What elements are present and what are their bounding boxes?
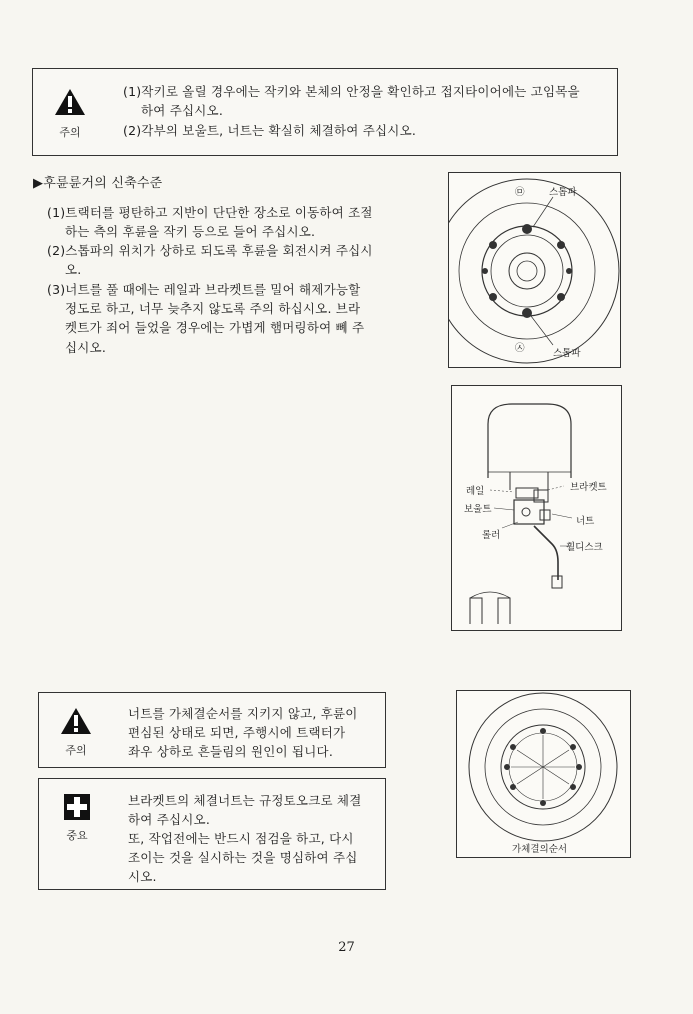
caution-line-3: (2)각부의 보울트, 너트는 확실히 체결하여 주십시오. bbox=[123, 123, 417, 138]
important-line-2: 하여 주십시오. bbox=[128, 812, 210, 827]
important-line-3: 또, 작업전에는 반드시 점검을 하고, 다시 bbox=[128, 831, 354, 846]
section-line: (3)너트를 풀 때에는 레일과 브라켓트를 밀어 해제가능할 bbox=[47, 282, 361, 297]
stopper-bottom-mark: ㉦ bbox=[515, 343, 525, 354]
label-bolt: 보울트 bbox=[464, 504, 492, 515]
rail-bracket-figure bbox=[451, 385, 622, 631]
important-line-1: 브라켓트의 체결너트는 규정토오크로 체결 bbox=[128, 793, 362, 808]
label-nut: 너트 bbox=[576, 516, 595, 527]
section-line: (1)트랙터를 평탄하고 지반이 단단한 장소로 이동하여 조절 bbox=[47, 205, 373, 220]
label-roller: 롤러 bbox=[482, 530, 501, 541]
warning-triangle-icon bbox=[53, 87, 87, 117]
label-wheel-disk: 휠디스크 bbox=[566, 542, 603, 553]
warning-triangle-icon bbox=[59, 706, 93, 736]
label-bracket: 브라켓트 bbox=[570, 482, 607, 493]
page-number: 27 bbox=[338, 940, 355, 955]
label-rail: 레일 bbox=[466, 486, 485, 497]
caution2-line-2: 편심된 상태로 되면, 주행시에 트랙터가 bbox=[128, 725, 346, 740]
caution-line-2: 하여 주십시오. bbox=[141, 103, 223, 118]
important-line-4: 조이는 것을 실시하는 것을 명심하여 주십 bbox=[128, 850, 358, 865]
section-line: 정도로 하고, 너무 늦추지 않도록 주의 하십시오. 브라 bbox=[65, 301, 361, 316]
caution-line-1: (1)작키로 올릴 경우에는 작키와 본체의 안정을 확인하고 접지타이어에는 고임목을 bbox=[123, 84, 580, 99]
section-line: 오. bbox=[65, 262, 82, 277]
tightening-order-figure bbox=[456, 690, 631, 858]
wheel-stopper-figure bbox=[448, 172, 621, 368]
section-line: 켓트가 죄어 들었을 경우에는 가볍게 햄머링하여 뼤 주 bbox=[65, 320, 365, 335]
wheel-illustration bbox=[449, 173, 620, 367]
caution2-line-3: 좌우 상하로 흔들림의 원인이 됩니다. bbox=[128, 744, 333, 759]
stopper-top-mark: ㉤ bbox=[515, 187, 525, 198]
important-label: 중요 bbox=[66, 829, 88, 842]
caution-label: 주의 bbox=[59, 126, 81, 139]
important-line-5: 시오. bbox=[128, 869, 157, 884]
tightening-order-illustration bbox=[457, 691, 630, 857]
caution2-line-1: 너트를 가체결순서를 지키지 않고, 후륜이 bbox=[128, 706, 358, 721]
section-line: (2)스톱파의 위치가 상하로 되도록 후륜을 회전시켜 주십시 bbox=[47, 243, 373, 258]
caution-label: 주의 bbox=[65, 744, 87, 757]
section-line: 십시오. bbox=[65, 340, 106, 355]
tightening-order-caption: 가체결의순서 bbox=[512, 844, 568, 855]
caution-box-2 bbox=[38, 692, 386, 768]
important-cross-icon bbox=[63, 793, 91, 821]
section-heading: ▶후륜륜거의 신축수준 bbox=[33, 176, 163, 191]
important-box bbox=[38, 778, 386, 890]
caution-box bbox=[32, 68, 618, 156]
section-line: 하는 측의 후륜을 작키 등으로 들어 주십시오. bbox=[65, 224, 316, 239]
stopper-top-label: 스톱파 bbox=[549, 187, 577, 198]
stopper-bottom-label: 스톱파 bbox=[553, 348, 581, 359]
